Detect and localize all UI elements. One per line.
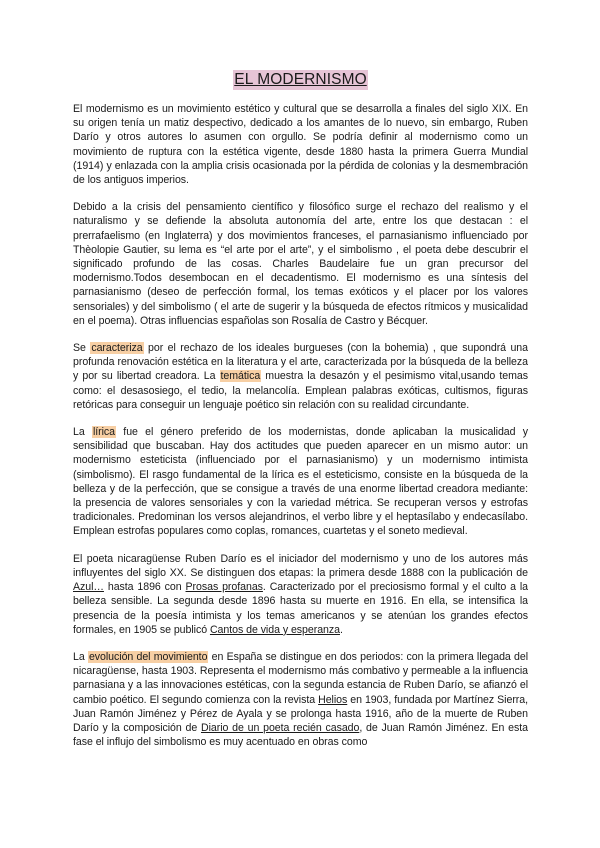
highlight-evolucion: evolución del movimiento	[88, 650, 208, 663]
highlight-tematica: temática	[220, 370, 261, 383]
paragraph-evolucion	[73, 650, 528, 749]
title-container	[73, 70, 528, 92]
text-run: , de Juan Ramón Jiménez. En esta fase el influjo del simbolismo es muy acentuado en obras como	[73, 721, 529, 749]
page-title: EL MODERNISMO	[234, 71, 367, 88]
text-run: La	[73, 426, 92, 439]
paragraph-origins: Debido a la crisis del pensamiento científico y filosófico surge el rechazo del realismo y el naturalismo y se defiende la absoluta autonomía del arte, entre los que destacan : el prerrafaelismo (en Inglaterra) y dos movimientos franceses, el parnasianismo influenciado por Thèolopie Gautier, su lema es “el arte por el arte”, y el simbolismo , el poeta debe descubrir el significado profundo de las cosas. Charles Baudelaire fue un gran precursor del modernismo.Todos desembocan en el decadentismo. El modernismo es una síntesis del parnasianismo (deseo de perfección formal, los temas exóticos y el placer por los valores sensoriales) y del simbolismo ( el arte de sugerir y la búsqueda de efectos rítmicos y musicalidad en el poema). Otras influencias españolas son Rosalía de Castro y Bécquer.	[73, 201, 528, 327]
text-run: El poeta nicaragüense Ruben Darío es el iniciador del modernismo y uno de los autores más influyentes del siglo XX. Se distinguen dos etapas: la primera desde 1888 con la publicación de	[73, 552, 528, 579]
paragraph-intro: El modernismo es un movimiento estético y cultural que se desarrolla a finales del siglo XIX. En su origen tenía un matiz despectivo, dedicado a los amantes de lo nuevo, sin embargo, Ruben Darío y otros autores lo asumen con orgullo. Se podría definir al modernismo como un movimiento de ruptura con la estética vigente, desde 1880 hasta la primera Guerra Mundial (1914) y enlazada con la amplia crisis ocasionada por la pérdida de colonias y la desmembración de los antiguos imperios.	[73, 103, 528, 187]
work-title-azul: Azul…	[73, 581, 104, 594]
text-run: Se	[73, 342, 91, 355]
work-title-helios: Helios	[318, 693, 348, 706]
paragraph-lirica	[73, 425, 528, 539]
work-title-prosas-profanas: Prosas profanas	[185, 581, 263, 594]
text-run: hasta 1896 con	[103, 581, 186, 594]
text-run: por el rechazo de los ideales burgueses (con la bohemia) , que supondrá una profunda renovación estética en la literatura y el arte, caracterizada por la búsqueda de la belleza y por su libertad creadora. La	[73, 342, 528, 383]
highlight-caracteriza: caracteriza	[91, 342, 143, 355]
text-run: en España se distingue en dos periodos: con la primera llegada del nicaragüense, hasta 1903. Representa el modernismo más combativo y permeable a la influencia parnasiana y a las innovaciones estéticas, con la segunda estancia de Ruben Darío, se afianzó el cambio poético. El segundo comienza con la revista	[73, 650, 528, 706]
highlight-lirica: lírica	[92, 426, 116, 439]
paragraph-characteristics	[73, 341, 528, 412]
text-run: . Caracterizado por el preciosismo formal y el culto a la belleza sensible. La segunda desde 1896 hasta su muerte en 1916. En ella, se intensifica la presencia de la poesía intimista y los temas americanos y se atenúan los grandes efectos formales, en 1905 se publicó	[73, 581, 528, 636]
work-title-cantos: Cantos de vida y esperanza	[209, 623, 340, 636]
text-run: fue el género preferido de los modernistas, donde aplicaban la musicalidad y sensibilidad que buscaban. Hay dos actitudes que pueden aparecer en un mismo autor: un modernismo esteticista (influenciado por el parnasianismo) y un modernismo intimista (simbolismo). El rasgo fundamental de la lírica es el esteticismo, consiste en la búsqueda de la belleza y de la perfección, que se consigue a través de una enorme libertad creadora mediante: la presencia de valores sensoriales y con la variedad métrica. Se recuperan versos y estrofas tradicionales. Predominan los versos alejandrinos, el verbo libre y el heptasílabo y endecasílabo. Emplean estrofas populares como coplas, romances, cuartetas y el soneto medieval.	[73, 426, 528, 538]
paragraph-ruben-dario	[73, 552, 528, 637]
text-run: .	[339, 623, 343, 636]
work-title-diario: Diario de un poeta recién casado	[201, 721, 360, 734]
document-page	[73, 70, 528, 762]
text-run: La	[73, 650, 88, 663]
text-run: en 1903, fundada por Martínez Sierra, Juan Ramón Jiménez y Pérez de Ayala y se prolonga hasta 1916, año de la muerte de Ruben Darío y la composición de	[73, 693, 529, 734]
text-run: muestra la desazón y el pesimismo vital,usando temas como: el desasosiego, el tedio, la melancolía. Emplean palabras exóticas, cultismos, figuras retóricas para conseguir un lenguaje poético sin relación con su realidad circundante.	[73, 370, 528, 411]
